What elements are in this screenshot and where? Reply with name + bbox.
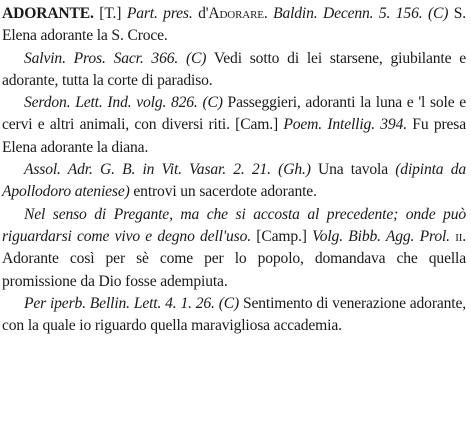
text-segment: [Camp.] xyxy=(250,227,313,245)
text-segment: Serdon. Lett. Ind. volg. 826. xyxy=(24,94,198,112)
entry-paragraph xyxy=(2,293,466,338)
definition-end: . xyxy=(263,5,268,22)
text-segment: (C) xyxy=(202,94,223,112)
headword: ADORANTE. xyxy=(2,5,94,22)
text-segment: (C) xyxy=(218,294,240,312)
text-segment: Passeggieri, adoranti la luna e 'l sole e cervi e altri animali, con diversi riti. [Cam.] xyxy=(2,94,466,134)
entry-paragraph xyxy=(2,92,466,159)
text-segment: Una tavola xyxy=(310,161,396,179)
text-segment: Volg. Bibb. Agg. Prol. xyxy=(312,227,450,245)
text-segment: ii xyxy=(455,227,463,245)
entry-paragraph-first xyxy=(2,3,466,48)
text-segment xyxy=(178,50,186,67)
text-segment: entrovi un sacerdote adorante. xyxy=(129,183,317,201)
definition-reference: Adorare xyxy=(208,5,264,22)
definition-of: d' xyxy=(192,5,209,22)
text-segment: (C) xyxy=(185,49,207,67)
text-segment: Baldin. Decenn. 5. 156. xyxy=(273,5,423,22)
text-segment: Nel senso di Pregante, ma che si accosta al precedente; onde può riguardarsi come vivo e degno dell'uso. xyxy=(2,205,466,245)
text-segment: Salvin. Pros. Sacr. 366. xyxy=(24,49,179,67)
text-segment: (dipinta da Apollodoro ateniese) xyxy=(2,161,466,201)
entry-tag: [T.] xyxy=(99,5,122,22)
text-segment: Assol. Adr. G. B. in Vit. Vasar. 2. 21. xyxy=(24,161,271,179)
text-segment: (Gh.) xyxy=(278,161,311,179)
entry-paragraph xyxy=(2,204,466,293)
text-segment: Vedi sotto di lei starsene, giubilante e adorante, tutta la corte di paradiso. xyxy=(2,49,466,89)
text-segment: Sentimento di venerazione adorante, con la quale io riguardo quella maravigliosa accademia. xyxy=(2,294,466,335)
text-segment: Per iperb. Bellin. Lett. 4. 1. 26. xyxy=(24,294,215,312)
part-of-speech: Part. pres. xyxy=(126,5,193,22)
entry-paragraph xyxy=(2,48,466,93)
dictionary-entry xyxy=(2,3,466,337)
text-segment: (C) xyxy=(427,5,449,22)
text-segment: Poem. Intellig. 394. xyxy=(283,116,407,134)
text-segment: . Adorante così per sè come per lo popolo, domandava che quella promissione da Dio fosse adempiuta. xyxy=(2,227,466,290)
text-segment: Fu presa Elena adorante la diana. xyxy=(2,116,466,156)
entry-paragraph xyxy=(2,159,466,204)
text-segment: S. Elena adorante la S. Croce. xyxy=(2,5,467,45)
